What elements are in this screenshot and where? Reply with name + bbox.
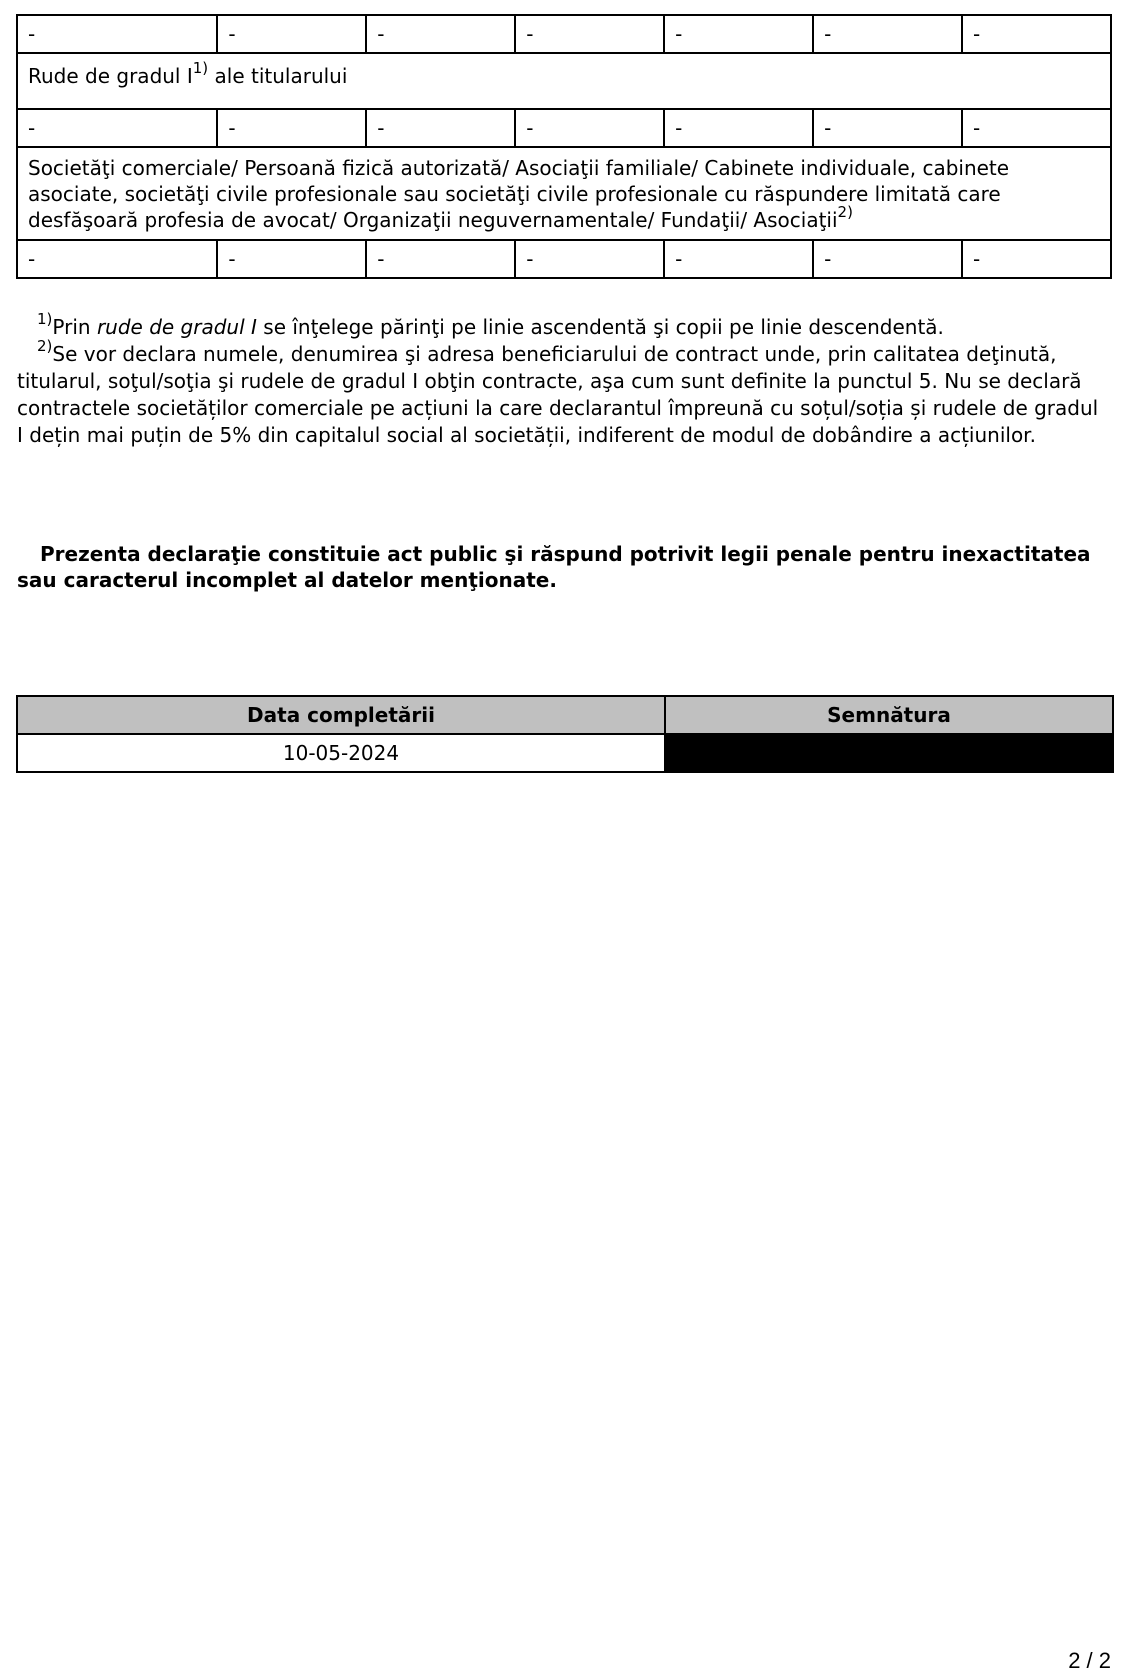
section-header-row xyxy=(17,147,1111,240)
date-header: Data completării xyxy=(17,696,665,734)
table-row xyxy=(17,240,1111,278)
signature-redacted xyxy=(665,734,1113,772)
signature-header-row xyxy=(17,696,1113,734)
section-companies-label: Societăţi comerciale/ Persoană fizică autorizată/ Asociaţii familiale/ Cabinete individuale, cabinete asociate, societăţi civile profesionale sau societăţi civile profesionale cu răspundere limitată care desfăşoară profesia de avocat/ Organizaţii neguvernamentale/ Fundaţii/ Asociaţii xyxy=(28,156,1010,232)
footnote-ref: 1) xyxy=(192,59,209,77)
declaration-table xyxy=(16,14,1112,279)
table-cell: - xyxy=(962,15,1111,53)
section-companies-title xyxy=(17,147,1111,240)
section-relatives-label-rest: ale titularului xyxy=(208,64,348,88)
table-cell: - xyxy=(962,240,1111,278)
footnotes xyxy=(17,310,1109,449)
table-cell: - xyxy=(366,240,515,278)
footnote-text: Prin xyxy=(52,315,97,339)
section-header-row xyxy=(17,53,1111,109)
date-value: 10-05-2024 xyxy=(17,734,665,772)
footnote-text: Se vor declara numele, denumirea şi adresa beneficiarului de contract unde, prin calitatea deţinută, titularul, soţul/soţia şi rudele de gradul I obţin contracte, aşa cum sunt definite la punctul 5. Nu se declară contractele societăților comerciale pe acțiuni la care declarantul împreună cu soțul/soția și rudele de gradul I dețin mai puțin de 5% din capitalul social al societății, indiferent de modul de dobândire a acțiunilor. xyxy=(17,342,1099,447)
footnote-2 xyxy=(17,337,1109,449)
table-row xyxy=(17,15,1111,53)
table-cell: - xyxy=(813,109,962,147)
table-cell: - xyxy=(17,109,217,147)
page-number: 2 / 2 xyxy=(1068,1648,1111,1673)
table-cell: - xyxy=(217,240,366,278)
signature-value-row xyxy=(17,734,1113,772)
footnote-mark: 1) xyxy=(37,310,53,328)
table-cell: - xyxy=(664,15,813,53)
table-cell: - xyxy=(217,15,366,53)
table-cell: - xyxy=(515,240,664,278)
section-relatives-label: Rude de gradul I xyxy=(28,64,193,88)
table-cell: - xyxy=(664,240,813,278)
table-cell: - xyxy=(664,109,813,147)
table-cell: - xyxy=(962,109,1111,147)
table-cell: - xyxy=(217,109,366,147)
table-cell: - xyxy=(813,240,962,278)
table-cell: - xyxy=(17,240,217,278)
table-cell: - xyxy=(366,109,515,147)
footnote-1 xyxy=(17,310,1109,341)
table-row xyxy=(17,109,1111,147)
signature-table xyxy=(16,695,1114,773)
footnote-ref: 2) xyxy=(837,203,853,221)
table-cell: - xyxy=(366,15,515,53)
section-relatives-title xyxy=(17,53,1111,109)
footnote-text: se înţelege părinţi pe linie ascendentă şi copii pe linie descendentă. xyxy=(256,315,944,339)
footnote-mark: 2) xyxy=(37,337,53,355)
table-cell: - xyxy=(515,109,664,147)
footnote-emphasis: rude de gradul I xyxy=(96,315,257,339)
table-cell: - xyxy=(813,15,962,53)
table-cell: - xyxy=(17,15,217,53)
signature-header: Semnătura xyxy=(665,696,1113,734)
legal-statement: Prezenta declaraţie constituie act public şi răspund potrivit legii penale pentru inexactitatea sau caracterul incomplet al datelor menţionate. xyxy=(17,542,1091,592)
table-cell: - xyxy=(515,15,664,53)
